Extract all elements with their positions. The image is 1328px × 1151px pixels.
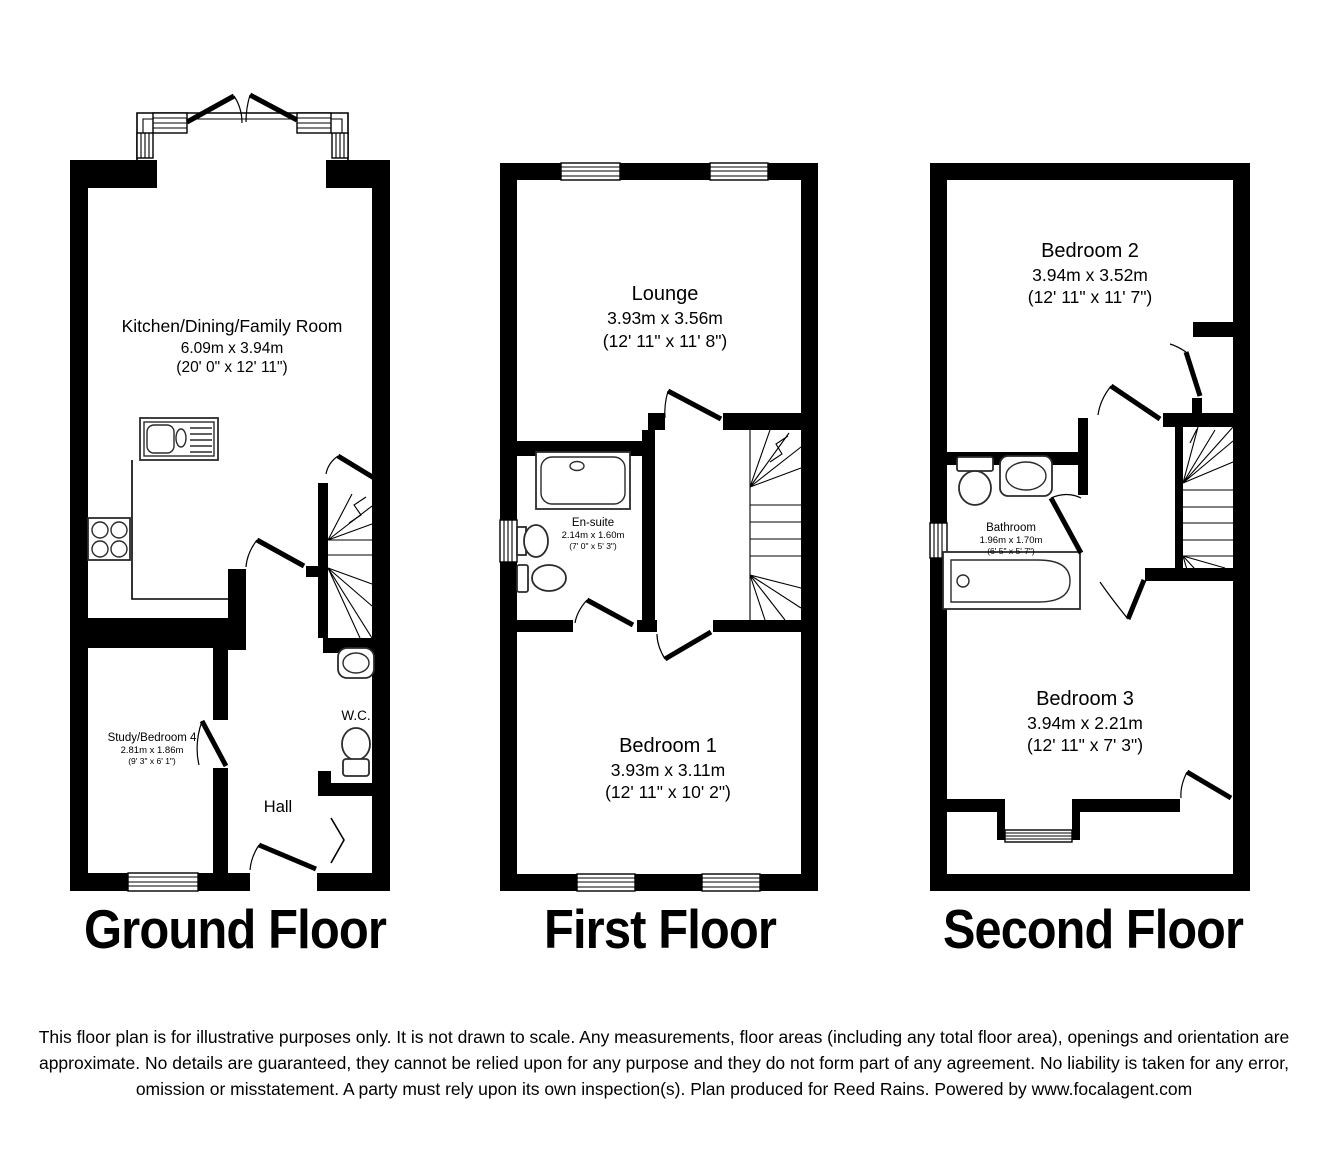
room-name: Bathroom [986, 522, 1036, 534]
wc-label: W.C. [341, 708, 371, 723]
ensuite-sink [517, 525, 548, 557]
room-name: Bedroom 2 [1041, 240, 1139, 262]
disclaimer-text: This floor plan is for illustrative purposes only. It is not drawn to scale. Any measurements, floor areas (including any total floor area), openings and orientation are approximate. No details are guaranteed, they cannot be relied upon for any purpose and they do not form part of any agreement. No liability is taken for any error, omission or misstatement. A party must rely upon its own inspection(s). Plan produced for Reed Rains. Powered by www.focalagent.com [38, 1027, 1290, 1099]
ground-floor-plan [70, 95, 390, 960]
lounge-label [603, 283, 728, 351]
room-metric: 3.93m x 3.11m [610, 760, 726, 780]
bay-side-window-right [332, 133, 348, 158]
kitchen-hob [88, 518, 130, 560]
bathroom-bath [943, 552, 1080, 609]
first-floor-stairs [750, 430, 801, 620]
ground-floor-window [128, 873, 198, 891]
room-name: Kitchen/Dining/Family Room [121, 316, 343, 336]
room-imperial: (7' 0" x 5' 3") [569, 541, 617, 551]
bay-side-window-left [137, 133, 153, 158]
ensuite-toilet [517, 565, 566, 592]
room-metric: 3.93m x 3.56m [607, 308, 723, 328]
room-name: Bedroom 3 [1036, 688, 1134, 710]
wc-sink [338, 648, 374, 678]
room-metric: 3.94m x 2.21m [1027, 713, 1143, 733]
study-label [108, 732, 197, 766]
bedroom1-label [605, 735, 731, 802]
bathroom-toilet [957, 457, 993, 505]
first-floor-title: First Floor [544, 898, 777, 960]
room-imperial: (9' 3" x 6' 1") [128, 756, 176, 766]
kitchen-counter [132, 460, 228, 599]
room-name: Study/Bedroom 4 [107, 732, 197, 744]
room-metric: 3.94m x 3.52m [1032, 265, 1148, 285]
second-floor-plan [930, 163, 1250, 960]
hall-label: Hall [263, 798, 293, 816]
ensuite-bath [536, 452, 630, 509]
ground-floor-stairs [328, 494, 372, 638]
second-floor-stairs [1183, 427, 1233, 580]
bay-window [137, 95, 348, 160]
bedroom2-label [1028, 240, 1153, 307]
room-imperial: (12' 11" x 11' 8") [602, 331, 728, 351]
bay-corner-window-right [297, 113, 331, 133]
ground-floor-title: Ground Floor [84, 898, 387, 960]
room-imperial: (12' 11" x 7' 3") [1026, 735, 1144, 755]
room-imperial: (12' 11" x 10' 2") [605, 782, 731, 802]
room-metric: 6.09m x 3.94m [180, 340, 284, 357]
kitchen-label [122, 316, 343, 376]
kitchen-sink-unit [140, 418, 218, 460]
room-imperial: (12' 11" x 11' 7") [1027, 287, 1153, 307]
room-metric: 2.14m x 1.60m [561, 530, 625, 541]
second-floor-title: Second Floor [943, 898, 1244, 960]
first-floor-plan [500, 163, 818, 960]
bedroom3-label [1027, 688, 1143, 755]
bathroom-label [980, 522, 1043, 556]
bathroom-sink [1000, 456, 1052, 496]
room-name: En-suite [571, 517, 615, 529]
room-imperial: (20' 0" x 12' 11") [176, 359, 288, 376]
wc-toilet [342, 728, 370, 776]
bay-corner-window-left [153, 113, 187, 133]
room-metric: 2.81m x 1.86m [120, 745, 184, 756]
ensuite-label [562, 517, 625, 551]
room-metric: 1.96m x 1.70m [979, 535, 1043, 546]
room-name: Bedroom 1 [619, 735, 717, 757]
room-imperial: (6' 5" x 5' 7") [987, 546, 1035, 556]
room-name: Lounge [631, 283, 699, 305]
